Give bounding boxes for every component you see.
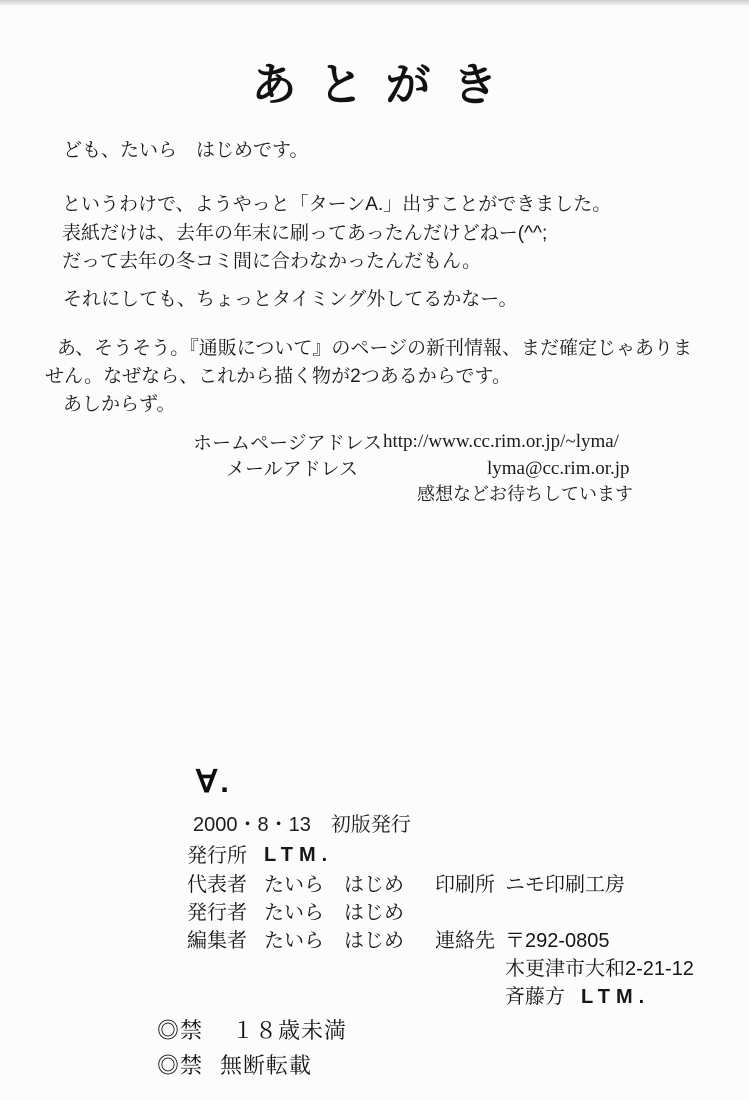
representative-label: 代表者: [187, 874, 247, 896]
homepage-url: http://www.cc.rim.or.jp/~lyma/: [383, 431, 619, 452]
paragraph-line: せん。なぜなら、これから描く物が2つあるからです。: [45, 366, 511, 387]
care-of-line: [505, 985, 650, 1009]
paragraph-line: だって去年の冬コミ間に合わなかったんだもん。: [62, 251, 482, 272]
afterword-title: あとがき: [251, 59, 520, 110]
issuer-name: たいら はじめ: [264, 902, 404, 924]
feedback-note: 感想などお待ちしています: [417, 484, 633, 504]
printer-name: ニモ印刷工房: [505, 874, 625, 896]
email-address-label: メールアドレス: [226, 459, 359, 480]
edition-date: 2000・8・13 初版発行: [193, 814, 411, 836]
greeting-line: ども、たいら はじめです。: [63, 140, 309, 161]
paragraph-line: それにしても、ちょっとタイミング外してるかなー。: [63, 289, 518, 310]
postal-code: 〒292-0805: [505, 930, 610, 952]
prohibition-under18: １８歳未満: [232, 1018, 348, 1043]
editor-label: 編集者: [187, 930, 247, 952]
prohibition-mark: ◎禁: [157, 1053, 204, 1078]
scan-edge-artifact: [0, 0, 749, 6]
turn-a-logo: ∀.: [196, 764, 232, 799]
paragraph-line: あ、そうそう。『通販について』のページの新刊情報、まだ確定じゃありま: [57, 338, 692, 359]
prohibition-no-reprint: 無断転載: [220, 1053, 313, 1078]
address-line: 木更津市大和2-21-12: [505, 958, 694, 980]
paragraph-line: あしからず。: [63, 394, 176, 415]
email-address: lyma@cc.rim.or.jp: [487, 458, 630, 479]
representative-name: たいら はじめ: [264, 874, 404, 896]
paragraph-line: 表紙だけは、去年の年末に刷ってあったんだけどねー(^^;: [62, 223, 548, 244]
prohibition-mark: ◎禁: [157, 1018, 204, 1043]
publisher-name: LTM.: [264, 844, 334, 866]
editor-name: たいら はじめ: [264, 930, 404, 952]
printer-label: 印刷所: [435, 874, 495, 896]
care-of-circle-name: LTM.: [581, 986, 651, 1008]
paragraph-line: というわけで、ようやっと「ターンA.」出すことができました。: [62, 194, 612, 215]
contact-info-label: 連絡先: [435, 930, 495, 952]
homepage-address-label: ホームページアドレス: [193, 433, 383, 454]
care-of-name: 斉藤方: [505, 986, 565, 1008]
issuer-label: 発行者: [187, 902, 247, 924]
publisher-label: 発行所: [187, 845, 247, 867]
